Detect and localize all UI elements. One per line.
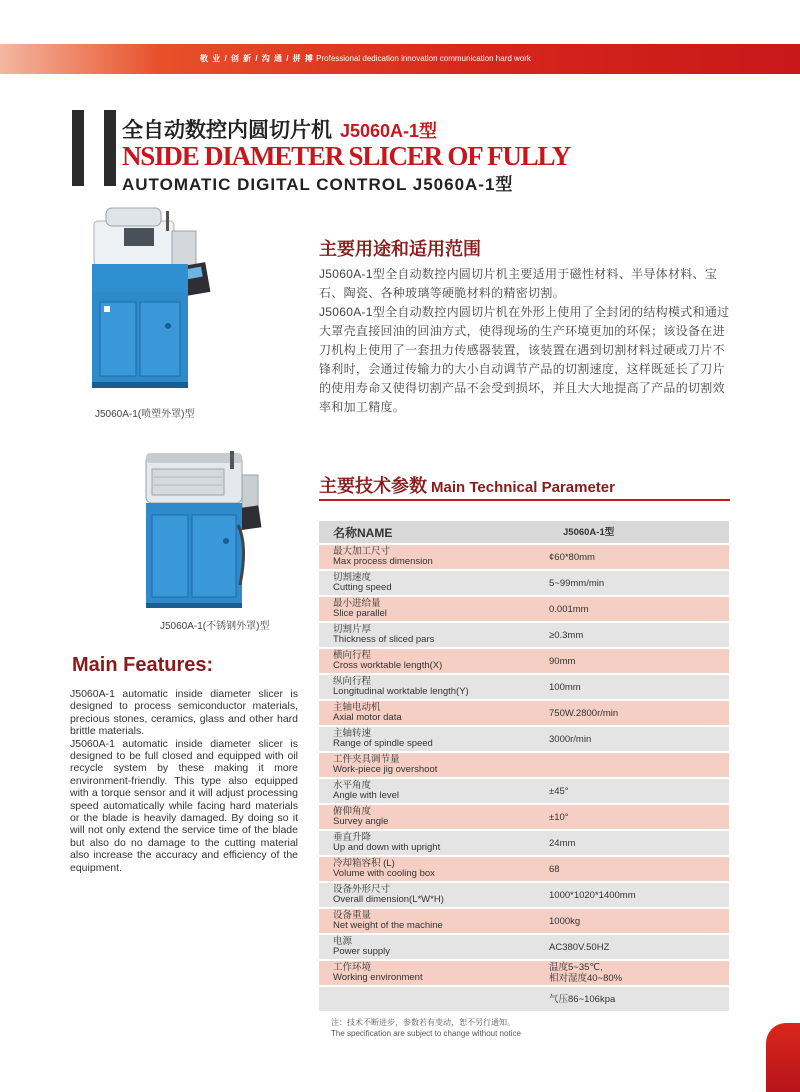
param-name-en: Slice parallel (333, 608, 387, 619)
param-name-en: Working environment (333, 972, 423, 983)
param-name-cn: 切割片厚 (333, 624, 372, 635)
param-name-cn: 冷却箱容积 (L) (333, 858, 395, 869)
param-name-cn: 工件夹具调节量 (333, 754, 400, 765)
param-name (319, 909, 523, 933)
param-name-en: Net weight of the machine (333, 920, 443, 931)
param-name (319, 857, 523, 881)
param-name-cn: 主轴电动机 (333, 702, 381, 713)
param-name-en: Volume with cooling box (333, 868, 435, 879)
param-value: AC380V.50HZ (523, 935, 729, 959)
param-name-cn: 横向行程 (333, 650, 372, 661)
page-title-en-line2: AUTOMATIC DIGITAL CONTROL J5060A-1型 (122, 175, 514, 194)
table-row (319, 883, 729, 907)
param-name (319, 883, 523, 907)
usage-text (319, 265, 733, 417)
param-value: 24mm (523, 831, 729, 855)
machine-image-painted (84, 206, 214, 396)
table-row (319, 779, 729, 803)
table-row (319, 701, 729, 725)
param-name (319, 831, 523, 855)
params-header-value: J5060A-1型 (523, 521, 729, 543)
param-value: 3000r/min (523, 727, 729, 751)
param-value: 0.001mm (523, 597, 729, 621)
title-initial-letter (72, 110, 116, 186)
params-title-cn: 主要技术参数 (319, 476, 427, 496)
features-paragraph: J5060A-1 automatic inside diameter slicer is designed to be full closed and equipped with oil recycle system by these making it more environment-friendly. This type also equipped with a torque sensor and it will adjust processing speed automatically while facing hard materials or the blade is heavily damaged. By doing so it will not only extend the service time of the blade but also do no damage to the cutting material also increase the accuracy and efficiency of the equipment. (70, 737, 298, 874)
param-name-en: Longitudinal worktable length(Y) (333, 686, 469, 697)
param-value: 温度5~35℃, 相对湿度40~80% (523, 961, 729, 985)
table-row (319, 831, 729, 855)
table-row (319, 571, 729, 595)
param-value (523, 753, 729, 777)
params-note (331, 1017, 521, 1039)
param-name-cn: 垂直升降 (333, 832, 372, 843)
usage-title: 主要用途和适用范围 (319, 239, 481, 259)
table-row (319, 623, 729, 647)
usage-paragraph: J5060A-1型全自动数控内圆切片机在外形上使用了全封闭的结构模式和通过大罩壳直接回油的回油方式，使得现场的生产环境更加的环保；该设备在进刀机构上使用了一套扭力传感器装置，该装置在遇到切割材料过硬或刀片不锋利时，会通过传输力的大小自动调节产品的切割速度，这样既延长了刀片的使用寿命又使得切割产品不会受到损坏，并且大大地提高了产品的切割效率和加工精度。 (319, 305, 730, 414)
page-title-cn (122, 114, 437, 144)
param-name-cn: 设备外形尺寸 (333, 884, 391, 895)
note-cn: 注：技术不断进步，参数若有变动，恕不另行通知。 (331, 1018, 515, 1027)
param-name-cn: 工作环境 (333, 962, 372, 973)
table-row (319, 935, 729, 959)
param-name-en: Axial motor data (333, 712, 402, 723)
param-name (319, 701, 523, 725)
params-title (319, 472, 615, 498)
features-paragraph: J5060A-1 automatic inside diameter slicer is designed to process semiconductor materials, precious stones, ceramics, glass and other hard brittle materials. (70, 688, 298, 738)
params-table-header (319, 521, 729, 543)
slogan-en: Professional dedication innovation communication hard work (316, 54, 531, 63)
header-slogan (200, 53, 531, 64)
param-name-en: Range of spindle speed (333, 738, 433, 749)
param-name (319, 987, 523, 1011)
param-name (319, 545, 523, 569)
header-band (0, 44, 800, 74)
param-name (319, 727, 523, 751)
param-name-en: Angle with level (333, 790, 400, 801)
param-name (319, 649, 523, 673)
table-row (319, 987, 729, 1011)
param-value: 90mm (523, 649, 729, 673)
param-name-cn: 最小进给量 (333, 598, 381, 609)
param-name-cn: 纵向行程 (333, 676, 372, 687)
param-name (319, 571, 523, 595)
param-name-en: Thickness of sliced pars (333, 634, 435, 645)
table-row (319, 545, 729, 569)
param-value: 100mm (523, 675, 729, 699)
params-title-underline (319, 499, 730, 501)
page-title-en-line1: NSIDE DIAMETER SLICER OF FULLY (122, 141, 571, 171)
param-name-en: Survey angle (333, 816, 389, 827)
param-name-en: Cross worktable length(X) (333, 660, 443, 671)
param-value: 68 (523, 857, 729, 881)
param-name (319, 805, 523, 829)
params-table (319, 519, 729, 1013)
param-name-en: Max process dimension (333, 556, 433, 567)
table-row (319, 649, 729, 673)
features-title: Main Features: (72, 654, 214, 676)
params-title-en: Main Technical Parameter (431, 479, 615, 496)
slogan-cn: 敬 业 / 创 新 / 沟 通 / 拼 搏 (200, 54, 314, 63)
param-name (319, 935, 523, 959)
param-value: 5~99mm/min (523, 571, 729, 595)
param-value: ±10° (523, 805, 729, 829)
param-name-en: Power supply (333, 946, 391, 957)
param-name-cn: 电源 (333, 936, 353, 947)
param-name-cn: 设备重量 (333, 910, 372, 921)
param-value: ¢60*80mm (523, 545, 729, 569)
table-row (319, 909, 729, 933)
table-row (319, 857, 729, 881)
note-en: The specification are subject to change without notice (331, 1029, 521, 1038)
corner-decoration (766, 1023, 800, 1092)
param-value: ±45° (523, 779, 729, 803)
param-name (319, 597, 523, 621)
param-value: 1000*1020*1400mm (523, 883, 729, 907)
title-cn-text: 全自动数控内圆切片机 (122, 119, 332, 142)
features-text (70, 688, 298, 874)
param-name-cn: 最大加工尺寸 (333, 546, 391, 557)
param-name-cn: 俯仰角度 (333, 806, 372, 817)
param-name-en: Cutting speed (333, 582, 392, 593)
table-row (319, 675, 729, 699)
param-name-cn: 水平角度 (333, 780, 372, 791)
table-row (319, 727, 729, 751)
table-row (319, 597, 729, 621)
param-name-en: Up and down with upright (333, 842, 441, 853)
param-name (319, 675, 523, 699)
table-row (319, 961, 729, 985)
param-name-en: Overall dimension(L*W*H) (333, 894, 444, 905)
param-value: ≥0.3mm (523, 623, 729, 647)
param-name (319, 779, 523, 803)
param-value: 气压86~106kpa (523, 987, 729, 1011)
table-row (319, 753, 729, 777)
param-name-en: Work-piece jig overshoot (333, 764, 438, 775)
title-model: J5060A-1型 (340, 121, 438, 141)
param-name-cn: 切割速度 (333, 572, 372, 583)
param-name (319, 623, 523, 647)
param-name-cn: 主轴转速 (333, 728, 372, 739)
param-name (319, 753, 523, 777)
param-value: 750W.2800r/min (523, 701, 729, 725)
param-value: 1000kg (523, 909, 729, 933)
machine-caption-painted: J5060A-1(喷塑外罩)型 (95, 409, 195, 420)
machine-caption-stainless: J5060A-1(不锈钢外罩)型 (160, 621, 270, 632)
machine-image-stainless (138, 445, 268, 610)
table-row (319, 805, 729, 829)
param-name (319, 961, 523, 985)
params-header-name: 名称NAME (319, 521, 523, 543)
usage-paragraph: J5060A-1型全自动数控内圆切片机主要适用于磁性材料、半导体材料、宝石、陶瓷、各种玻璃等硬脆材料的精密切割。 (319, 267, 718, 300)
